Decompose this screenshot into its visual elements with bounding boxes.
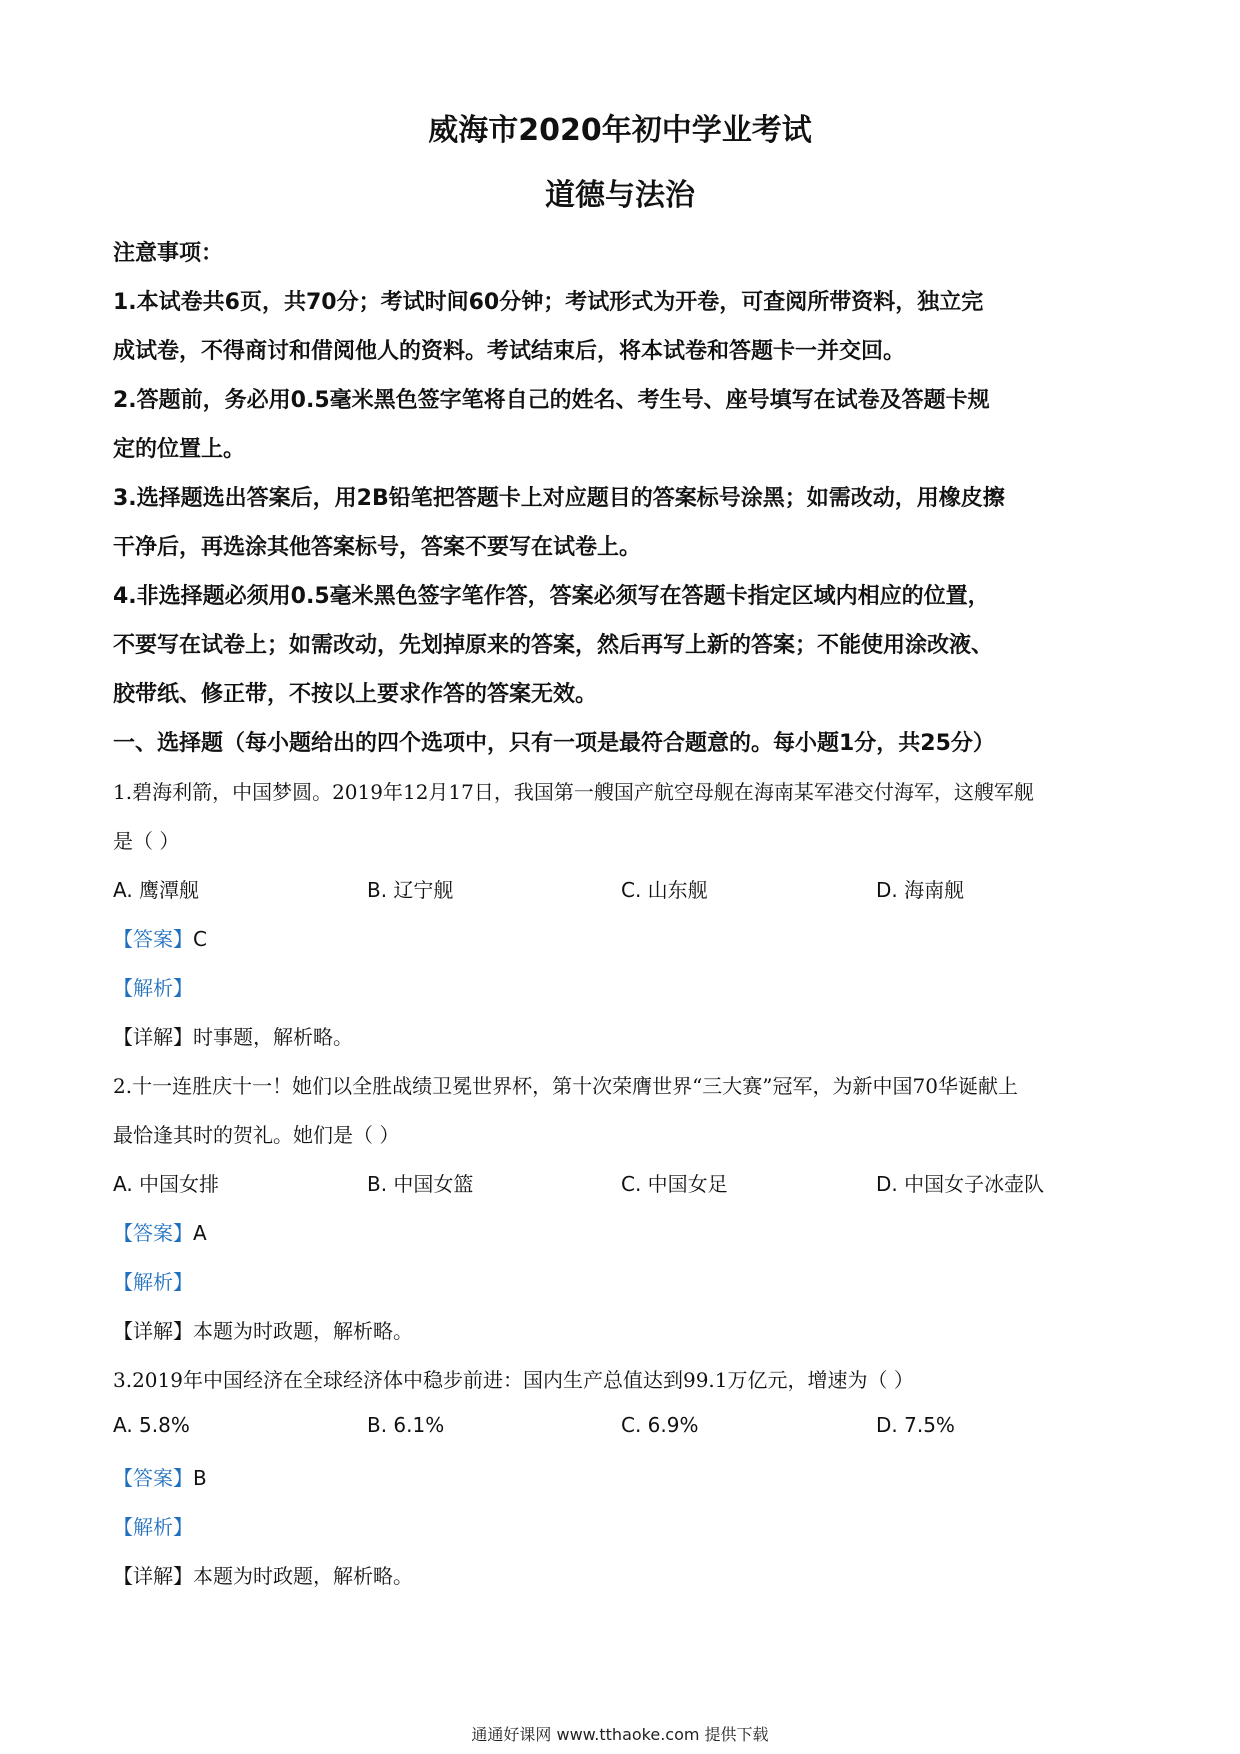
option-d: D. 海南舰 bbox=[876, 878, 965, 902]
answer-value: B bbox=[193, 1466, 207, 1490]
notice-heading: 注意事项： bbox=[113, 241, 224, 266]
analysis-tag: 【解析】 bbox=[113, 1515, 193, 1539]
option-d: D. 中国女子冰壶队 bbox=[876, 1172, 1045, 1196]
notice-line: 定的位置上。 bbox=[113, 437, 246, 462]
detail-tag: 【详解】 bbox=[113, 1025, 193, 1049]
option-c: C. 山东舰 bbox=[621, 878, 708, 902]
exam-subject: 道德与法治 bbox=[545, 178, 695, 213]
option-b: B. 辽宁舰 bbox=[367, 878, 454, 902]
option-c: C. 6.9% bbox=[621, 1413, 699, 1437]
question-stem: 是（ ） bbox=[113, 829, 180, 853]
question-stem: 3.2019年中国经济在全球经济体中稳步前进：国内生产总值达到99.1万亿元，增速为（ ） bbox=[113, 1368, 914, 1392]
answer-tag: 【答案】 bbox=[113, 927, 193, 951]
detail-text: 本题为时政题，解析略。 bbox=[193, 1319, 413, 1343]
notice-line: 4.非选择题必须用0.5毫米黑色签字笔作答，答案必须写在答题卡指定区域内相应的位置， bbox=[113, 584, 990, 609]
option-d: D. 7.5% bbox=[876, 1413, 955, 1437]
option-a: A. 中国女排 bbox=[113, 1172, 220, 1196]
answer-row bbox=[113, 1217, 1133, 1246]
detail-row bbox=[113, 1021, 1133, 1050]
detail-tag: 【详解】 bbox=[113, 1564, 193, 1588]
option-b: B. 中国女篮 bbox=[367, 1172, 474, 1196]
option-a: A. 鹰潭舰 bbox=[113, 878, 200, 902]
question-stem: 最恰逢其时的贺礼。她们是（ ） bbox=[113, 1123, 400, 1147]
notice-line: 1.本试卷共6页，共70分；考试时间60分钟；考试形式为开卷，可查阅所带资料，独立完 bbox=[113, 290, 984, 315]
section-heading: 一、选择题（每小题给出的四个选项中，只有一项是最符合题意的。每小题1分，共25分） bbox=[113, 731, 995, 756]
analysis-row bbox=[113, 1511, 1133, 1540]
analysis-row bbox=[113, 1266, 1133, 1295]
question-stem: 1.碧海利箭，中国梦圆。2019年12月17日，我国第一艘国产航空母舰在海南某军港交付海军，这艘军舰 bbox=[113, 780, 1034, 804]
analysis-row bbox=[113, 972, 1133, 1001]
detail-text: 本题为时政题，解析略。 bbox=[193, 1564, 413, 1588]
answer-tag: 【答案】 bbox=[113, 1221, 193, 1245]
answer-tag: 【答案】 bbox=[113, 1466, 193, 1490]
notice-line: 胶带纸、修正带，不按以上要求作答的答案无效。 bbox=[113, 682, 598, 707]
option-a: A. 5.8% bbox=[113, 1413, 190, 1437]
notice-line: 干净后，再选涂其他答案标号，答案不要写在试卷上。 bbox=[113, 535, 642, 560]
detail-tag: 【详解】 bbox=[113, 1319, 193, 1343]
answer-row bbox=[113, 1462, 1133, 1491]
detail-row bbox=[113, 1315, 1133, 1344]
detail-row bbox=[113, 1560, 1133, 1589]
answer-value: A bbox=[193, 1221, 207, 1245]
footer-text: 通通好课网 www.tthaoke.com 提供下载 bbox=[471, 1725, 769, 1744]
exam-title: 威海市2020年初中学业考试 bbox=[428, 113, 812, 148]
detail-text: 时事题，解析略。 bbox=[193, 1025, 353, 1049]
notice-line: 3.选择题选出答案后，用2B铅笔把答题卡上对应题目的答案标号涂黑；如需改动，用橡皮擦 bbox=[113, 486, 1005, 511]
answer-value: C bbox=[193, 927, 207, 951]
notice-line: 成试卷，不得商讨和借阅他人的资料。考试结束后，将本试卷和答题卡一并交回。 bbox=[113, 339, 906, 364]
analysis-tag: 【解析】 bbox=[113, 1270, 193, 1294]
answer-row bbox=[113, 923, 1133, 952]
analysis-tag: 【解析】 bbox=[113, 976, 193, 1000]
notice-line: 不要写在试卷上；如需改动，先划掉原来的答案，然后再写上新的答案；不能使用涂改液、 bbox=[113, 633, 994, 658]
option-c: C. 中国女足 bbox=[621, 1172, 728, 1196]
question-stem: 2.十一连胜庆十一！她们以全胜战绩卫冕世界杯，第十次荣膺世界“三大赛”冠军，为新中国70华诞献上 bbox=[113, 1074, 1018, 1098]
notice-line: 2.答题前，务必用0.5毫米黑色签字笔将自己的姓名、考生号、座号填写在试卷及答题卡规 bbox=[113, 388, 990, 413]
option-b: B. 6.1% bbox=[367, 1413, 445, 1437]
